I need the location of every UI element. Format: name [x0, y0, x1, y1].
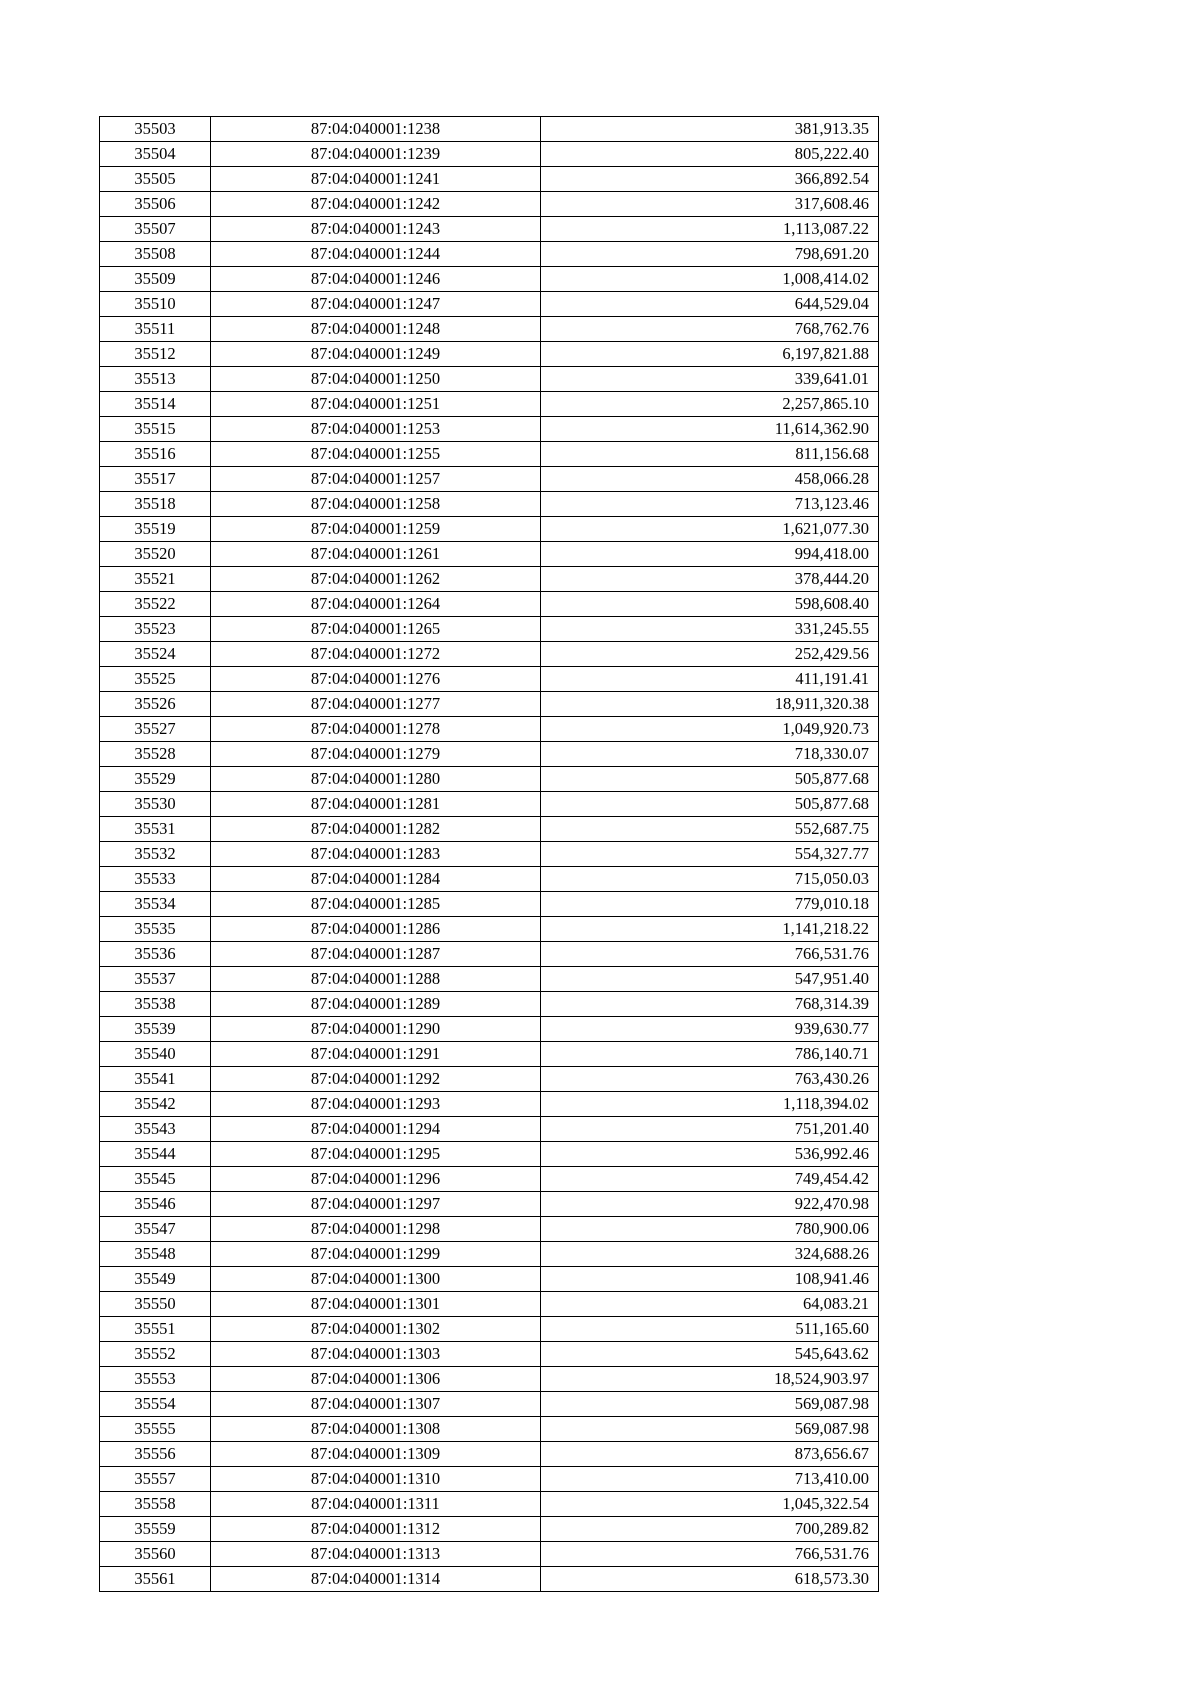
value-cell: 11,614,362.90 — [541, 417, 879, 442]
value-cell: 811,156.68 — [541, 442, 879, 467]
row-number-cell: 35556 — [100, 1442, 211, 1467]
value-cell: 18,911,320.38 — [541, 692, 879, 717]
table-row — [100, 1017, 879, 1042]
cadastral-number-cell: 87:04:040001:1277 — [211, 692, 541, 717]
row-number-cell: 35504 — [100, 142, 211, 167]
row-number-cell: 35518 — [100, 492, 211, 517]
row-number-cell: 35545 — [100, 1167, 211, 1192]
cadastral-number-cell: 87:04:040001:1289 — [211, 992, 541, 1017]
cadastral-number-cell: 87:04:040001:1278 — [211, 717, 541, 742]
table-row — [100, 1442, 879, 1467]
cadastral-number-cell: 87:04:040001:1242 — [211, 192, 541, 217]
cadastral-number-cell: 87:04:040001:1238 — [211, 117, 541, 142]
cadastral-number-cell: 87:04:040001:1243 — [211, 217, 541, 242]
value-cell: 644,529.04 — [541, 292, 879, 317]
cadastral-number-cell: 87:04:040001:1299 — [211, 1242, 541, 1267]
table-row — [100, 192, 879, 217]
value-cell: 381,913.35 — [541, 117, 879, 142]
value-cell: 766,531.76 — [541, 1542, 879, 1567]
cadastral-number-cell: 87:04:040001:1272 — [211, 642, 541, 667]
row-number-cell: 35522 — [100, 592, 211, 617]
row-number-cell: 35532 — [100, 842, 211, 867]
value-cell: 780,900.06 — [541, 1217, 879, 1242]
table-row — [100, 1367, 879, 1392]
value-cell: 779,010.18 — [541, 892, 879, 917]
value-cell: 749,454.42 — [541, 1167, 879, 1192]
cadastral-number-cell: 87:04:040001:1264 — [211, 592, 541, 617]
value-cell: 873,656.67 — [541, 1442, 879, 1467]
table-row — [100, 1092, 879, 1117]
cadastral-number-cell: 87:04:040001:1300 — [211, 1267, 541, 1292]
table-row — [100, 1317, 879, 1342]
value-cell: 1,008,414.02 — [541, 267, 879, 292]
value-cell: 547,951.40 — [541, 967, 879, 992]
value-cell: 598,608.40 — [541, 592, 879, 617]
row-number-cell: 35523 — [100, 617, 211, 642]
row-number-cell: 35551 — [100, 1317, 211, 1342]
table-row — [100, 1167, 879, 1192]
table-row — [100, 1142, 879, 1167]
cadastral-number-cell: 87:04:040001:1244 — [211, 242, 541, 267]
row-number-cell: 35560 — [100, 1542, 211, 1567]
table-row — [100, 342, 879, 367]
value-cell: 252,429.56 — [541, 642, 879, 667]
cadastral-number-cell: 87:04:040001:1298 — [211, 1217, 541, 1242]
row-number-cell: 35513 — [100, 367, 211, 392]
value-cell: 569,087.98 — [541, 1417, 879, 1442]
table-row — [100, 942, 879, 967]
row-number-cell: 35541 — [100, 1067, 211, 1092]
table-row — [100, 1217, 879, 1242]
cadastral-number-cell: 87:04:040001:1308 — [211, 1417, 541, 1442]
table-row — [100, 292, 879, 317]
cadastral-number-cell: 87:04:040001:1313 — [211, 1542, 541, 1567]
row-number-cell: 35538 — [100, 992, 211, 1017]
cadastral-number-cell: 87:04:040001:1310 — [211, 1467, 541, 1492]
value-cell: 339,641.01 — [541, 367, 879, 392]
cadastral-number-cell: 87:04:040001:1265 — [211, 617, 541, 642]
row-number-cell: 35505 — [100, 167, 211, 192]
row-number-cell: 35557 — [100, 1467, 211, 1492]
row-number-cell: 35519 — [100, 517, 211, 542]
table-row — [100, 1042, 879, 1067]
table-row — [100, 1192, 879, 1217]
cadastral-number-cell: 87:04:040001:1253 — [211, 417, 541, 442]
table-row — [100, 842, 879, 867]
value-cell: 763,430.26 — [541, 1067, 879, 1092]
value-cell: 511,165.60 — [541, 1317, 879, 1342]
row-number-cell: 35552 — [100, 1342, 211, 1367]
row-number-cell: 35546 — [100, 1192, 211, 1217]
row-number-cell: 35507 — [100, 217, 211, 242]
cadastral-number-cell: 87:04:040001:1314 — [211, 1567, 541, 1592]
table-row — [100, 242, 879, 267]
data-table — [99, 116, 879, 1592]
table-row — [100, 1117, 879, 1142]
cadastral-number-cell: 87:04:040001:1261 — [211, 542, 541, 567]
value-cell: 1,118,394.02 — [541, 1092, 879, 1117]
cadastral-number-cell: 87:04:040001:1284 — [211, 867, 541, 892]
cadastral-number-cell: 87:04:040001:1291 — [211, 1042, 541, 1067]
cadastral-number-cell: 87:04:040001:1241 — [211, 167, 541, 192]
table-row — [100, 742, 879, 767]
row-number-cell: 35540 — [100, 1042, 211, 1067]
table-row — [100, 592, 879, 617]
row-number-cell: 35555 — [100, 1417, 211, 1442]
value-cell: 6,197,821.88 — [541, 342, 879, 367]
table-row — [100, 142, 879, 167]
value-cell: 994,418.00 — [541, 542, 879, 567]
table-row — [100, 692, 879, 717]
cadastral-number-cell: 87:04:040001:1288 — [211, 967, 541, 992]
table-row — [100, 567, 879, 592]
cadastral-number-cell: 87:04:040001:1257 — [211, 467, 541, 492]
value-cell: 1,045,322.54 — [541, 1492, 879, 1517]
value-cell: 805,222.40 — [541, 142, 879, 167]
cadastral-number-cell: 87:04:040001:1279 — [211, 742, 541, 767]
value-cell: 786,140.71 — [541, 1042, 879, 1067]
table-row — [100, 767, 879, 792]
table-row — [100, 1267, 879, 1292]
value-cell: 458,066.28 — [541, 467, 879, 492]
value-cell: 505,877.68 — [541, 792, 879, 817]
table-row — [100, 792, 879, 817]
table-row — [100, 617, 879, 642]
row-number-cell: 35524 — [100, 642, 211, 667]
value-cell: 700,289.82 — [541, 1517, 879, 1542]
cadastral-number-cell: 87:04:040001:1276 — [211, 667, 541, 692]
value-cell: 505,877.68 — [541, 767, 879, 792]
row-number-cell: 35517 — [100, 467, 211, 492]
row-number-cell: 35534 — [100, 892, 211, 917]
table-row — [100, 1517, 879, 1542]
cadastral-number-cell: 87:04:040001:1287 — [211, 942, 541, 967]
table-row — [100, 1467, 879, 1492]
row-number-cell: 35544 — [100, 1142, 211, 1167]
table-row — [100, 917, 879, 942]
cadastral-number-cell: 87:04:040001:1311 — [211, 1492, 541, 1517]
value-cell: 713,123.46 — [541, 492, 879, 517]
row-number-cell: 35514 — [100, 392, 211, 417]
value-cell: 766,531.76 — [541, 942, 879, 967]
cadastral-number-cell: 87:04:040001:1297 — [211, 1192, 541, 1217]
row-number-cell: 35511 — [100, 317, 211, 342]
table-row — [100, 392, 879, 417]
value-cell: 545,643.62 — [541, 1342, 879, 1367]
table-row — [100, 167, 879, 192]
cadastral-number-cell: 87:04:040001:1262 — [211, 567, 541, 592]
table-row — [100, 967, 879, 992]
value-cell: 554,327.77 — [541, 842, 879, 867]
row-number-cell: 35533 — [100, 867, 211, 892]
row-number-cell: 35515 — [100, 417, 211, 442]
value-cell: 922,470.98 — [541, 1192, 879, 1217]
value-cell: 1,141,218.22 — [541, 917, 879, 942]
cadastral-number-cell: 87:04:040001:1250 — [211, 367, 541, 392]
row-number-cell: 35553 — [100, 1367, 211, 1392]
row-number-cell: 35527 — [100, 717, 211, 742]
row-number-cell: 35512 — [100, 342, 211, 367]
row-number-cell: 35547 — [100, 1217, 211, 1242]
table-row — [100, 717, 879, 742]
cadastral-number-cell: 87:04:040001:1295 — [211, 1142, 541, 1167]
table-row — [100, 1067, 879, 1092]
table-row — [100, 867, 879, 892]
value-cell: 569,087.98 — [541, 1392, 879, 1417]
value-cell: 798,691.20 — [541, 242, 879, 267]
cadastral-number-cell: 87:04:040001:1247 — [211, 292, 541, 317]
row-number-cell: 35520 — [100, 542, 211, 567]
value-cell: 1,049,920.73 — [541, 717, 879, 742]
cadastral-number-cell: 87:04:040001:1312 — [211, 1517, 541, 1542]
cadastral-number-cell: 87:04:040001:1286 — [211, 917, 541, 942]
cadastral-number-cell: 87:04:040001:1280 — [211, 767, 541, 792]
value-cell: 618,573.30 — [541, 1567, 879, 1592]
value-cell: 64,083.21 — [541, 1292, 879, 1317]
data-table-body — [100, 117, 879, 1592]
value-cell: 939,630.77 — [541, 1017, 879, 1042]
value-cell: 1,621,077.30 — [541, 517, 879, 542]
row-number-cell: 35509 — [100, 267, 211, 292]
row-number-cell: 35526 — [100, 692, 211, 717]
cadastral-number-cell: 87:04:040001:1292 — [211, 1067, 541, 1092]
value-cell: 768,314.39 — [541, 992, 879, 1017]
value-cell: 713,410.00 — [541, 1467, 879, 1492]
value-cell: 411,191.41 — [541, 667, 879, 692]
table-row — [100, 1492, 879, 1517]
cadastral-number-cell: 87:04:040001:1303 — [211, 1342, 541, 1367]
table-row — [100, 892, 879, 917]
table-row — [100, 117, 879, 142]
row-number-cell: 35525 — [100, 667, 211, 692]
table-row — [100, 1542, 879, 1567]
value-cell: 768,762.76 — [541, 317, 879, 342]
row-number-cell: 35508 — [100, 242, 211, 267]
row-number-cell: 35539 — [100, 1017, 211, 1042]
table-row — [100, 1417, 879, 1442]
cadastral-number-cell: 87:04:040001:1251 — [211, 392, 541, 417]
row-number-cell: 35537 — [100, 967, 211, 992]
value-cell: 552,687.75 — [541, 817, 879, 842]
value-cell: 108,941.46 — [541, 1267, 879, 1292]
table-row — [100, 417, 879, 442]
value-cell: 378,444.20 — [541, 567, 879, 592]
table-row — [100, 442, 879, 467]
value-cell: 718,330.07 — [541, 742, 879, 767]
table-row — [100, 467, 879, 492]
row-number-cell: 35521 — [100, 567, 211, 592]
cadastral-number-cell: 87:04:040001:1255 — [211, 442, 541, 467]
row-number-cell: 35510 — [100, 292, 211, 317]
row-number-cell: 35550 — [100, 1292, 211, 1317]
cadastral-number-cell: 87:04:040001:1285 — [211, 892, 541, 917]
cadastral-number-cell: 87:04:040001:1249 — [211, 342, 541, 367]
cadastral-number-cell: 87:04:040001:1281 — [211, 792, 541, 817]
table-row — [100, 817, 879, 842]
table-row — [100, 317, 879, 342]
table-row — [100, 217, 879, 242]
row-number-cell: 35548 — [100, 1242, 211, 1267]
cadastral-number-cell: 87:04:040001:1309 — [211, 1442, 541, 1467]
row-number-cell: 35536 — [100, 942, 211, 967]
table-row — [100, 1242, 879, 1267]
row-number-cell: 35561 — [100, 1567, 211, 1592]
row-number-cell: 35559 — [100, 1517, 211, 1542]
cadastral-number-cell: 87:04:040001:1259 — [211, 517, 541, 542]
row-number-cell: 35543 — [100, 1117, 211, 1142]
table-row — [100, 267, 879, 292]
cadastral-number-cell: 87:04:040001:1290 — [211, 1017, 541, 1042]
row-number-cell: 35535 — [100, 917, 211, 942]
cadastral-number-cell: 87:04:040001:1283 — [211, 842, 541, 867]
cadastral-number-cell: 87:04:040001:1258 — [211, 492, 541, 517]
row-number-cell: 35549 — [100, 1267, 211, 1292]
table-row — [100, 1292, 879, 1317]
table-row — [100, 667, 879, 692]
row-number-cell: 35506 — [100, 192, 211, 217]
value-cell: 331,245.55 — [541, 617, 879, 642]
value-cell: 366,892.54 — [541, 167, 879, 192]
table-row — [100, 367, 879, 392]
value-cell: 715,050.03 — [541, 867, 879, 892]
cadastral-number-cell: 87:04:040001:1239 — [211, 142, 541, 167]
value-cell: 18,524,903.97 — [541, 1367, 879, 1392]
cadastral-number-cell: 87:04:040001:1248 — [211, 317, 541, 342]
table-row — [100, 492, 879, 517]
table-row — [100, 642, 879, 667]
row-number-cell: 35531 — [100, 817, 211, 842]
table-row — [100, 1342, 879, 1367]
row-number-cell: 35542 — [100, 1092, 211, 1117]
value-cell: 751,201.40 — [541, 1117, 879, 1142]
table-row — [100, 1567, 879, 1592]
cadastral-number-cell: 87:04:040001:1246 — [211, 267, 541, 292]
table-row — [100, 1392, 879, 1417]
row-number-cell: 35529 — [100, 767, 211, 792]
cadastral-number-cell: 87:04:040001:1301 — [211, 1292, 541, 1317]
value-cell: 536,992.46 — [541, 1142, 879, 1167]
value-cell: 324,688.26 — [541, 1242, 879, 1267]
cadastral-number-cell: 87:04:040001:1296 — [211, 1167, 541, 1192]
cadastral-number-cell: 87:04:040001:1282 — [211, 817, 541, 842]
cadastral-number-cell: 87:04:040001:1302 — [211, 1317, 541, 1342]
value-cell: 1,113,087.22 — [541, 217, 879, 242]
cadastral-number-cell: 87:04:040001:1294 — [211, 1117, 541, 1142]
value-cell: 2,257,865.10 — [541, 392, 879, 417]
value-cell: 317,608.46 — [541, 192, 879, 217]
row-number-cell: 35530 — [100, 792, 211, 817]
row-number-cell: 35516 — [100, 442, 211, 467]
row-number-cell: 35503 — [100, 117, 211, 142]
table-row — [100, 517, 879, 542]
cadastral-number-cell: 87:04:040001:1293 — [211, 1092, 541, 1117]
table-row — [100, 542, 879, 567]
row-number-cell: 35554 — [100, 1392, 211, 1417]
row-number-cell: 35528 — [100, 742, 211, 767]
cadastral-number-cell: 87:04:040001:1306 — [211, 1367, 541, 1392]
row-number-cell: 35558 — [100, 1492, 211, 1517]
cadastral-number-cell: 87:04:040001:1307 — [211, 1392, 541, 1417]
table-row — [100, 992, 879, 1017]
